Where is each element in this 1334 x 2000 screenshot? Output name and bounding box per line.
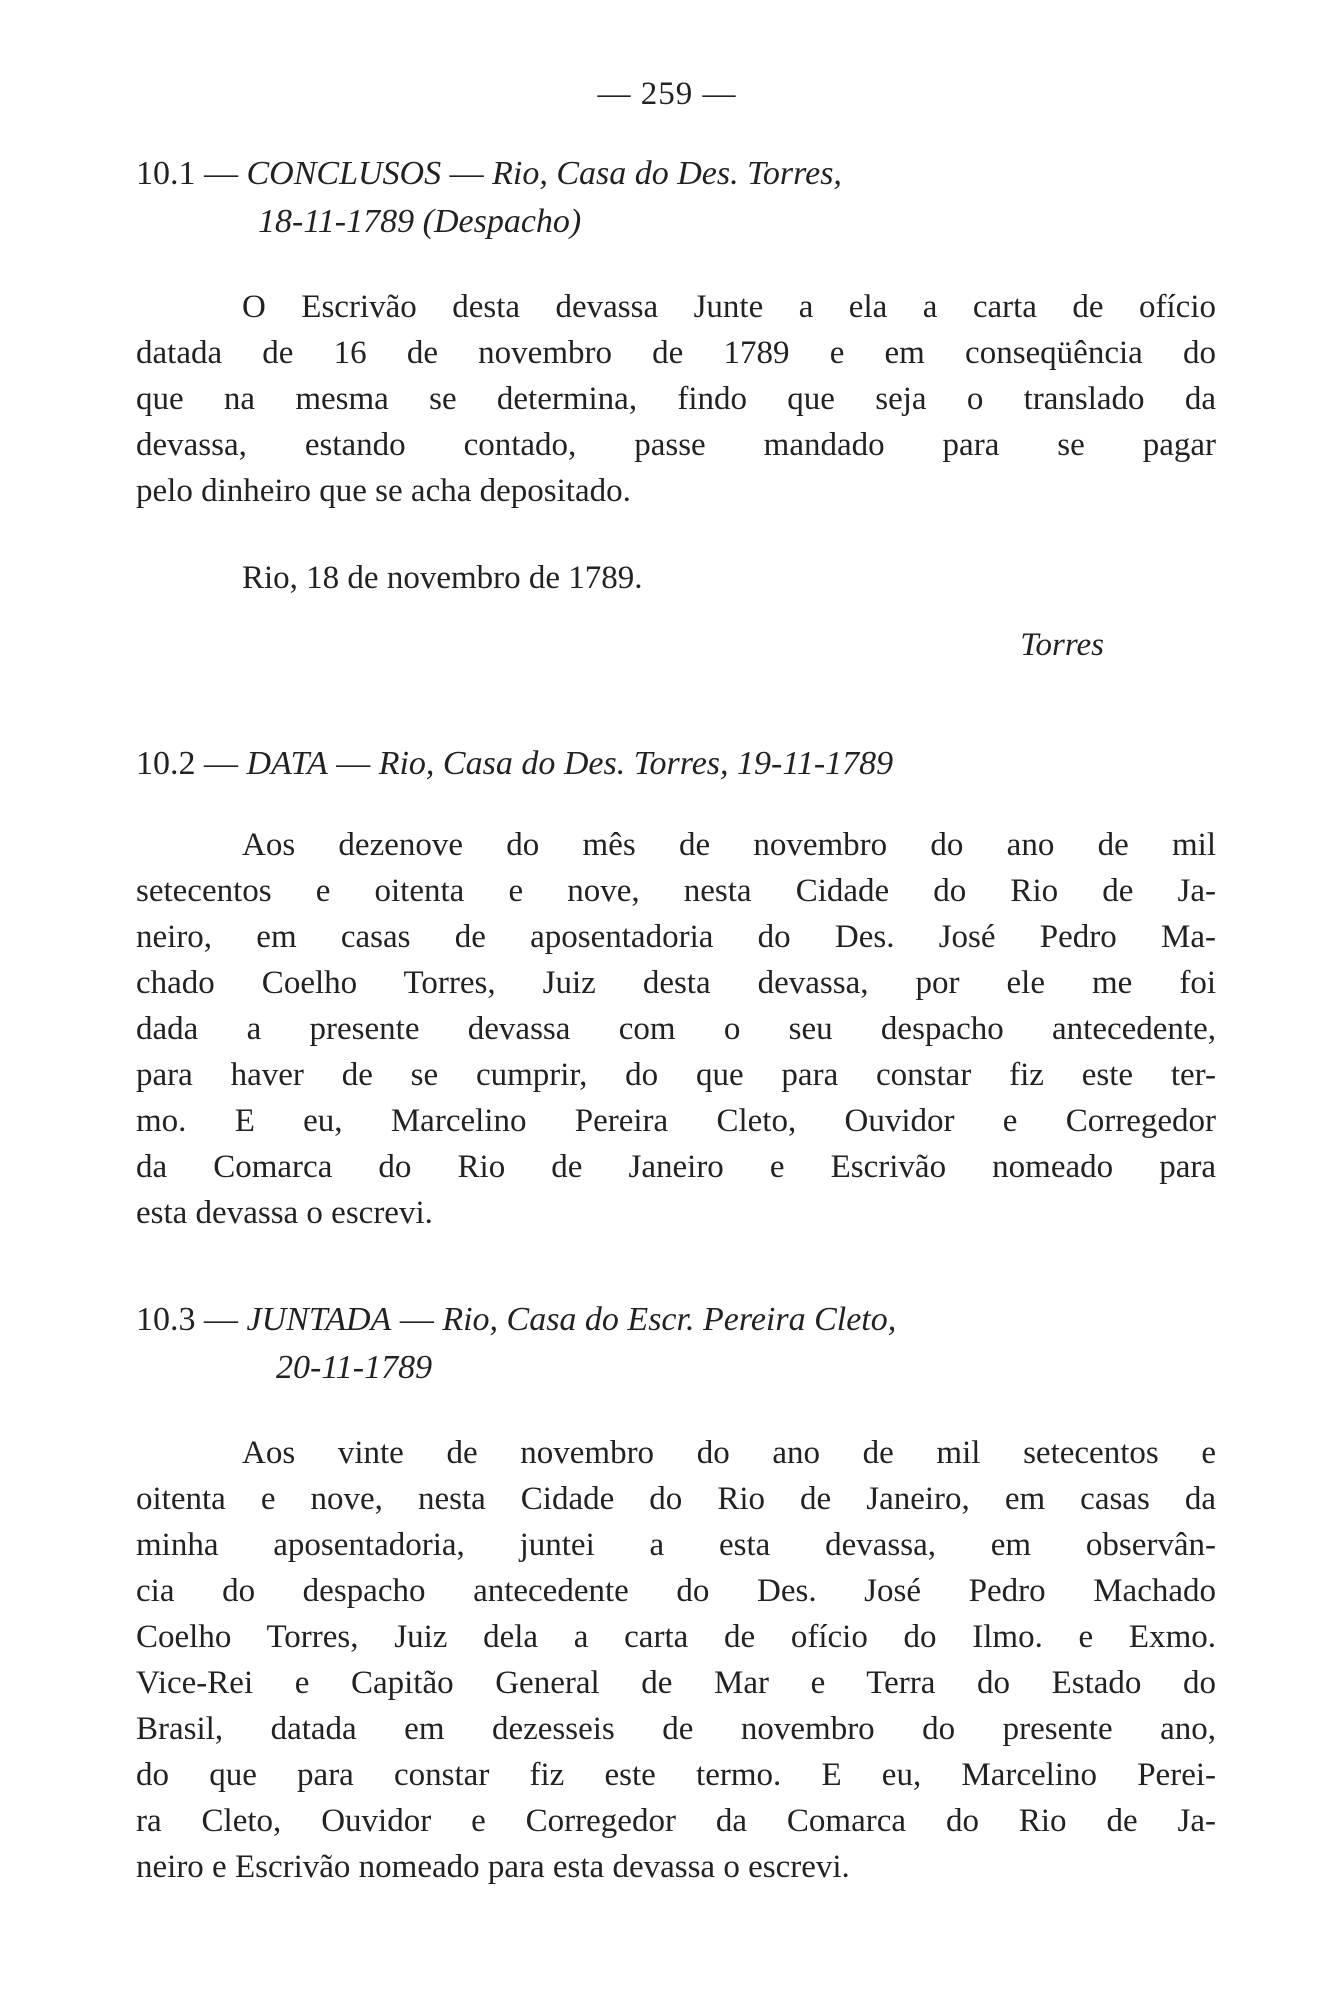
text-line: ra Cleto, Ouvidor e Corregedor da Comarca do Rio de Ja- — [136, 1803, 1216, 1839]
text-line: neiro e Escrivão nomeado para esta devassa o escrevi. — [136, 1849, 850, 1885]
text-line: Brasil, datada em dezesseis de novembro do presente ano, — [136, 1711, 1216, 1747]
text-line: do que para constar fiz este termo. E eu, Marcelino Perei- — [136, 1757, 1216, 1793]
section-title: JUNTADA — [246, 1301, 392, 1338]
section-title: DATA — [246, 745, 328, 782]
section-heading-10-3 — [136, 1296, 1216, 1392]
text-line: mo. E eu, Marcelino Pereira Cleto, Ouvidor e Corregedor — [136, 1103, 1216, 1139]
section-heading-10-1 — [136, 150, 1216, 246]
text-line: neiro, em casas de aposentadoria do Des. José Pedro Ma- — [136, 919, 1216, 955]
heading-separator: — — [204, 1301, 238, 1338]
section-place: Rio, Casa do Escr. Pereira Cleto, — [442, 1301, 897, 1338]
section-heading-10-2 — [136, 740, 1216, 788]
section-place: Rio, Casa do Des. Torres, — [492, 155, 842, 192]
heading-separator: — — [449, 155, 484, 192]
text-line: O Escrivão desta devassa Junte a ela a carta de ofício — [242, 289, 1216, 325]
heading-separator: — — [204, 745, 238, 782]
signature: Torres — [1020, 627, 1104, 663]
text-line: Coelho Torres, Juiz dela a carta de ofício do Ilmo. e Exmo. — [136, 1619, 1216, 1655]
dateline: Rio, 18 de novembro de 1789. — [242, 560, 643, 596]
text-line: cia do despacho antecedente do Des. José Pedro Machado — [136, 1573, 1216, 1609]
page-number: — 259 — — [597, 76, 737, 112]
text-line: minha aposentadoria, juntei a esta devassa, em observân- — [136, 1527, 1216, 1563]
heading-separator: — — [204, 155, 238, 192]
text-line: para haver de se cumprir, do que para constar fiz este ter- — [136, 1057, 1216, 1093]
text-line: Aos dezenove do mês de novembro do ano de mil — [242, 827, 1216, 863]
text-line: que na mesma se determina, findo que seja o translado da — [136, 381, 1216, 417]
text-line: Vice-Rei e Capitão General de Mar e Terra do Estado do — [136, 1665, 1216, 1701]
text-line: chado Coelho Torres, Juiz desta devassa, por ele me foi — [136, 965, 1216, 1001]
section-number: 10.1 — [136, 155, 196, 192]
text-line: oitenta e nove, nesta Cidade do Rio de Janeiro, em casas da — [136, 1481, 1216, 1517]
text-line: pelo dinheiro que se acha depositado. — [136, 473, 631, 509]
text-line: dada a presente devassa com o seu despacho antecedente, — [136, 1011, 1216, 1047]
section-date: 18-11-1789 (Despacho) — [258, 203, 582, 240]
section-number: 10.2 — [136, 745, 196, 782]
heading-separator: — — [336, 745, 371, 782]
text-line: esta devassa o escrevi. — [136, 1195, 433, 1231]
text-line: devassa, estando contado, passe mandado para se pagar — [136, 427, 1216, 463]
text-line: datada de 16 de novembro de 1789 e em conseqüência do — [136, 335, 1216, 371]
heading-separator: — — [399, 1301, 434, 1338]
section-title: CONCLUSOS — [246, 155, 442, 192]
section-body-10-3 — [136, 1430, 1216, 1890]
text-line: da Comarca do Rio de Janeiro e Escrivão nomeado para — [136, 1149, 1216, 1185]
section-body-10-1 — [136, 284, 1216, 514]
text-line: setecentos e oitenta e nove, nesta Cidade do Rio de Ja- — [136, 873, 1216, 909]
section-body-10-2 — [136, 822, 1216, 1236]
text-line: Aos vinte de novembro do ano de mil setecentos e — [242, 1435, 1216, 1471]
section-date: 20-11-1789 — [276, 1349, 433, 1386]
section-number: 10.3 — [136, 1301, 196, 1338]
section-place: Rio, Casa do Des. Torres, 19-11-1789 — [378, 745, 894, 782]
